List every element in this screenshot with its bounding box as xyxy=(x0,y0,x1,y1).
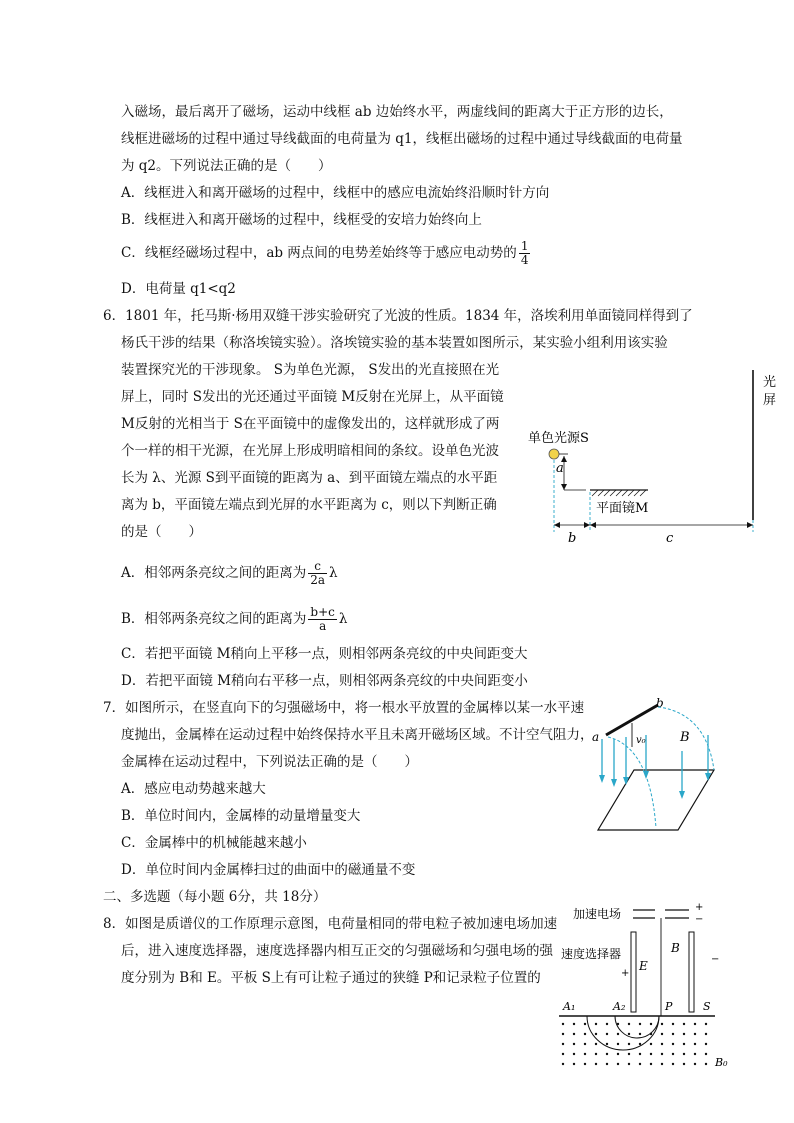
rod-end-b-label: b xyxy=(656,696,664,710)
magnetic-field-label: B xyxy=(671,941,680,955)
field-dot xyxy=(672,1043,674,1045)
lambda-symbol: λ xyxy=(338,611,348,627)
field-dot xyxy=(595,1053,597,1055)
q7-line-1: 7．如图所示，在竖直向下的匀强磁场中，将一根水平放置的金属棒以某一水平速 xyxy=(103,700,585,716)
q6-option-a xyxy=(121,560,338,587)
q5-line-2: 线框进磁场的过程中通过导线截面的电荷量为 q1，线框出磁场的过程中通过导线截面的电荷量 xyxy=(121,131,683,147)
metal-rod-figure xyxy=(588,695,728,840)
q6-line-1: 6．1801 年，托马斯·杨用双缝干涉实验研究了光波的性质。1834 年，洛埃利用单面镜同样得到了 xyxy=(103,308,693,324)
field-dot xyxy=(639,1063,641,1065)
arrow-right-icon xyxy=(747,522,753,528)
field-dot xyxy=(639,1053,641,1055)
magnetic-field-lines xyxy=(602,735,708,795)
q7-line-3: 金属棒在运动过程中，下列说法正确的是（ ） xyxy=(121,754,418,770)
q8-line-3: 度分别为 B和 E。平板 S上有可让粒子通过的狭缝 P和记录粒子位置的 xyxy=(121,970,541,986)
field-dot xyxy=(661,1033,663,1035)
field-dot xyxy=(562,1053,564,1055)
field-dot xyxy=(595,1023,597,1025)
q8-line-2: 后，进入速度选择器，速度选择器内相互正交的匀强磁场和匀强电场的强 xyxy=(121,943,553,959)
field-dot xyxy=(661,1023,663,1025)
field-dot xyxy=(683,1033,685,1035)
distance-b-label: b xyxy=(568,531,577,546)
field-dot xyxy=(639,1033,641,1035)
q5-option-c xyxy=(121,240,532,267)
field-dot xyxy=(606,1043,608,1045)
field-dot xyxy=(584,1033,586,1035)
q7-option-c: C．金属棒中的机械能越来越小 xyxy=(121,835,307,851)
electric-field-label: E xyxy=(639,959,648,973)
field-dot xyxy=(694,1053,696,1055)
field-dot xyxy=(595,1063,597,1065)
q6-line-5: M反射的光相当于 S在平面镜中的虚像发出的，这样就形成了两 xyxy=(121,416,500,432)
light-source-icon xyxy=(549,449,559,459)
field-dot xyxy=(672,1033,674,1035)
field-dot xyxy=(606,1023,608,1025)
field-dot xyxy=(661,1063,663,1065)
mass-spectrometer-figure xyxy=(555,900,728,1080)
distance-a-label: a xyxy=(556,461,564,476)
arrow-right-icon xyxy=(584,522,590,528)
field-dot xyxy=(628,1043,630,1045)
field-dot xyxy=(694,1063,696,1065)
field-dot xyxy=(672,1063,674,1065)
plate-s-label: S xyxy=(703,1000,711,1013)
field-dot xyxy=(683,1063,685,1065)
screen-label-1: 光 xyxy=(763,375,777,390)
selector-minus-sign: − xyxy=(711,954,720,965)
q7-line-2: 度抛出，金属棒在运动过程中始终保持水平且未离开磁场区域。不计空气阻力， xyxy=(121,727,594,743)
field-dot xyxy=(650,1023,652,1025)
fraction-c-over-2a: $\frac{c}{2a}$ xyxy=(310,559,326,587)
field-arrow-heads xyxy=(599,771,711,799)
field-dot xyxy=(628,1053,630,1055)
fraction-one-quarter: $\frac{1}{4}$ xyxy=(520,239,529,267)
q5-line-3: 为 q2。下列说法正确的是（ ） xyxy=(121,158,332,174)
q6-option-b xyxy=(121,606,347,633)
field-dot xyxy=(628,1063,630,1065)
field-dot xyxy=(617,1063,619,1065)
v0-label: v₀ xyxy=(636,735,646,746)
field-dot xyxy=(628,1033,630,1035)
selector-plate-left xyxy=(631,932,636,1012)
selector-plate-right xyxy=(689,932,694,1012)
field-dot xyxy=(584,1063,586,1065)
field-dot xyxy=(650,1043,652,1045)
q7-option-a: A．感应电动势越来越大 xyxy=(121,781,266,797)
accel-minus-sign: − xyxy=(695,914,704,925)
q5-line-1: 入磁场，最后离开了磁场，运动中线框 ab 边始终水平，两虚线间的距离大于正方形的边长， xyxy=(121,104,673,120)
field-b0-label: B₀ xyxy=(715,1056,728,1069)
q6-option-d: D．若把平面镜 M稍向右平移一点，则相邻两条亮纹的中央间距变小 xyxy=(121,673,528,689)
field-dot xyxy=(672,1023,674,1025)
field-dot xyxy=(562,1043,564,1045)
light-source-label: 单色光源S xyxy=(528,431,589,446)
field-b0-dots xyxy=(562,1023,707,1065)
field-dot xyxy=(683,1043,685,1045)
field-dot xyxy=(683,1023,685,1025)
arrow-left-icon xyxy=(554,522,560,528)
velocity-selector-label: 速度选择器 xyxy=(561,947,622,961)
q5-option-a: A．线框进入和离开磁场的过程中，线框中的感应电流始终沿顺时针方向 xyxy=(121,185,550,201)
field-dot xyxy=(705,1063,707,1065)
field-dot xyxy=(683,1053,685,1055)
field-dot xyxy=(639,1023,641,1025)
field-dot xyxy=(595,1033,597,1035)
field-dot xyxy=(573,1033,575,1035)
q6-line-3: 装置探究光的干涉现象。 S为单色光源， S发出的光直接照在光 xyxy=(121,362,500,378)
q6-option-a-text: A．相邻两条亮纹之间的距离为 xyxy=(121,565,307,581)
field-dot xyxy=(650,1063,652,1065)
field-dot xyxy=(573,1053,575,1055)
field-dot xyxy=(562,1033,564,1035)
field-dot xyxy=(672,1053,674,1055)
field-dot xyxy=(606,1063,608,1065)
distance-c-label: c xyxy=(666,531,674,546)
fraction-b-plus-c-over-a: $\frac{b+c}{a}$ xyxy=(310,605,335,633)
mirror-hatching xyxy=(592,490,646,496)
field-dot xyxy=(606,1033,608,1035)
field-dot xyxy=(650,1053,652,1055)
point-a2-label: A₂ xyxy=(613,1000,626,1013)
q7-option-d: D．单位时间内金属棒扫过的曲面中的磁通量不变 xyxy=(121,862,416,878)
field-dot xyxy=(661,1043,663,1045)
q8-line-1: 8．如图是质谱仪的工作原理示意图，电荷量相同的带电粒子被加速电场加速 xyxy=(103,916,558,932)
arc-small xyxy=(615,1016,659,1038)
field-dot xyxy=(705,1023,707,1025)
field-dot xyxy=(584,1043,586,1045)
field-dot xyxy=(584,1023,586,1025)
field-dot xyxy=(705,1033,707,1035)
q6-line-7: 长为 λ、光源 S到平面镜的距离为 a、到平面镜左端点的水平距 xyxy=(121,470,498,486)
q5-option-d: D．电荷量 q1<q2 xyxy=(121,281,236,297)
field-dot xyxy=(661,1053,663,1055)
q6-line-6: 个一样的相干光源，在光屏上形成明暗相间的条纹。设单色光波 xyxy=(121,443,499,459)
q6-line-9: 的是（ ） xyxy=(121,524,202,540)
arrow-left-icon xyxy=(590,522,596,528)
field-dot xyxy=(639,1043,641,1045)
q5-option-c-text: C．线框经磁场过程中，ab 两点间的电势差始终等于感应电动势的 xyxy=(121,245,517,261)
field-dot xyxy=(595,1043,597,1045)
q6-line-8: 离为 b，平面镜左端点到光屏的水平距离为 c，则以下判断正确 xyxy=(121,497,497,513)
field-dot xyxy=(573,1043,575,1045)
q6-option-b-text: B．相邻两条亮纹之间的距离为 xyxy=(121,611,307,627)
accel-field-label: 加速电场 xyxy=(573,907,622,921)
section-multi-choice-title: 二、多选题（每小题 6分，共 18分） xyxy=(103,889,327,905)
field-dot xyxy=(562,1063,564,1065)
field-dot xyxy=(694,1023,696,1025)
field-dot xyxy=(573,1023,575,1025)
field-b-label: B xyxy=(680,730,690,745)
q5-option-b: B．线框进入和离开磁场的过程中，线框受的安培力始终向上 xyxy=(121,212,482,228)
slit-p-label: P xyxy=(665,1000,673,1013)
field-dot xyxy=(617,1033,619,1035)
screen-label-2: 屏 xyxy=(763,393,777,408)
q7-option-b: B．单位时间内，金属棒的动量增量变大 xyxy=(121,808,361,824)
field-dot xyxy=(705,1043,707,1045)
field-dot xyxy=(617,1053,619,1055)
field-dot xyxy=(573,1063,575,1065)
rod-end-a-label: a xyxy=(592,730,600,744)
field-dot xyxy=(705,1053,707,1055)
field-dot xyxy=(562,1023,564,1025)
accel-plus-sign: + xyxy=(695,902,704,913)
q6-option-c: C．若把平面镜 M稍向上平移一点，则相邻两条亮纹的中央间距变大 xyxy=(121,646,528,662)
field-dot xyxy=(694,1043,696,1045)
point-a1-label: A₁ xyxy=(563,1000,576,1013)
field-dot xyxy=(584,1053,586,1055)
lloyd-mirror-figure xyxy=(520,360,790,550)
field-dot xyxy=(606,1053,608,1055)
plane-mirror-label: 平面镜M xyxy=(596,501,649,516)
selector-plus-sign: + xyxy=(621,968,630,979)
arrow-down-icon xyxy=(561,484,567,490)
q6-line-2: 杨氏干涉的结果（称洛埃镜实验）。洛埃镜实验的基本装置如图所示，某实验小组利用该实验 xyxy=(121,335,668,351)
field-dot xyxy=(628,1023,630,1025)
q6-line-4: 屏上，同时 S发出的光还通过平面镜 M反射在光屏上，从平面镜 xyxy=(121,389,504,405)
lambda-symbol: λ xyxy=(329,565,338,581)
field-dot xyxy=(617,1043,619,1045)
field-dot xyxy=(694,1033,696,1035)
